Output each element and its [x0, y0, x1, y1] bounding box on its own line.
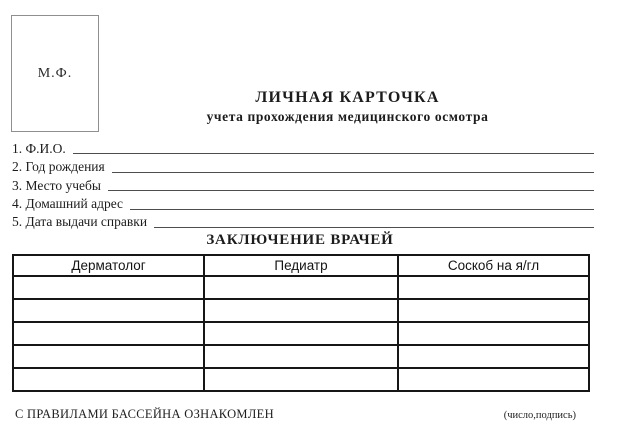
table-cell-empty [204, 345, 398, 368]
column-header-pediatrician: Педиатр [204, 255, 398, 276]
table-row-empty [13, 276, 589, 299]
field-label-birth-year: 2. Год рождения [12, 159, 105, 175]
doctors-conclusion-table [12, 254, 590, 392]
table-cell-empty [13, 322, 204, 345]
column-header-dermatologist: Дерматолог [13, 255, 204, 276]
doctors-conclusion-heading: ЗАКЛЮЧЕНИЕ ВРАЧЕЙ [206, 232, 394, 248]
document-subtitle: учета прохождения медицинского осмотра [206, 109, 489, 125]
document-header [100, 89, 595, 125]
field-label-certificate-date: 5. Дата выдачи справки [12, 214, 148, 230]
field-label-home-address: 4. Домашний адрес [12, 196, 124, 212]
personal-fields [12, 138, 594, 230]
table-cell-empty [13, 299, 204, 322]
field-row-birth-year [12, 156, 594, 174]
table-cell-empty [398, 299, 589, 322]
table-cell-empty [13, 276, 204, 299]
table-cell-empty [204, 322, 398, 345]
field-blank-line [154, 227, 594, 228]
table-row-empty [13, 368, 589, 391]
table-cell-empty [204, 276, 398, 299]
column-header-scrape-test: Соскоб на я/гл [398, 255, 589, 276]
photo-placeholder-label: М.Ф. [37, 65, 73, 81]
field-row-fio [12, 138, 594, 156]
field-row-certificate-date [12, 212, 594, 230]
date-signature-hint: (число,подпись) [503, 410, 576, 421]
table-body [13, 276, 589, 391]
table-cell-empty [398, 345, 589, 368]
pool-rules-acknowledgement: С ПРАВИЛАМИ БАССЕЙНА ОЗНАКОМЛЕН [15, 407, 274, 421]
table-cell-empty [13, 368, 204, 391]
table-cell-empty [398, 322, 589, 345]
field-row-home-address [12, 193, 594, 211]
table-cell-empty [13, 345, 204, 368]
table-cell-empty [398, 368, 589, 391]
table-header-row [13, 255, 589, 276]
field-blank-line [130, 209, 594, 210]
field-label-study-place: 3. Место учебы [12, 177, 101, 193]
field-label-fio: 1. Ф.И.О. [12, 140, 66, 156]
field-blank-line [108, 190, 594, 191]
table-row-empty [13, 299, 589, 322]
table-row-empty [13, 322, 589, 345]
field-blank-line [112, 172, 594, 173]
field-blank-line [73, 153, 594, 154]
table-cell-empty [204, 299, 398, 322]
table-row-empty [13, 345, 589, 368]
photo-placeholder-box [11, 15, 99, 132]
table-cell-empty [204, 368, 398, 391]
field-row-study-place [12, 175, 594, 193]
document-title: ЛИЧНАЯ КАРТОЧКА [255, 89, 440, 106]
table-cell-empty [398, 276, 589, 299]
